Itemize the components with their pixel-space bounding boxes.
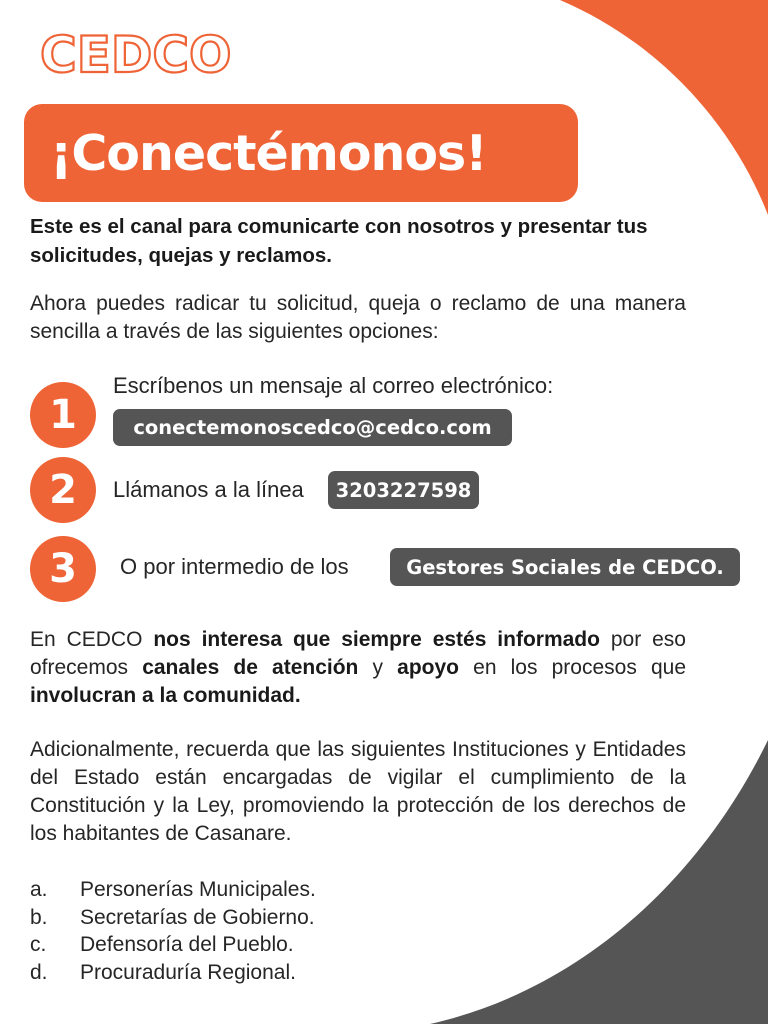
- intro-text: Este es el canal para comunicarte con nosotros y presentar tus solicitudes, quejas y reclamos.: [30, 215, 648, 267]
- email-link[interactable]: conectemonoscedco@cedco.com: [113, 409, 512, 446]
- orange-corner-arc: [560, 0, 768, 215]
- info-text-1: En CEDCO: [30, 628, 154, 651]
- svg-text:CEDCO: CEDCO: [40, 26, 232, 82]
- title-banner: [24, 104, 578, 202]
- info-text-2: por eso ofrecemos: [30, 628, 686, 679]
- social-managers-badge: Gestores Sociales de CEDCO.: [390, 548, 740, 586]
- step-3-text: O por intermedio de los: [120, 554, 349, 579]
- step-number-1: 1: [30, 382, 96, 448]
- info-bold-3: apoyo: [397, 656, 459, 679]
- list-item: [30, 904, 316, 932]
- list-item-label: Procuraduría Regional.: [80, 960, 296, 984]
- info-bold-4: involucran a la comunidad.: [30, 684, 301, 707]
- cedco-logo: [38, 24, 242, 82]
- info-text-3: y: [358, 656, 398, 679]
- list-item: [30, 876, 316, 904]
- step-number-2: 2: [30, 457, 96, 523]
- options-paragraph: Ahora puedes radicar tu solicitud, queja o reclamo de una manera sencilla a través de las siguientes opciones:: [30, 292, 686, 343]
- list-marker: c.: [30, 933, 47, 956]
- phone-link[interactable]: 3203227598: [328, 471, 479, 509]
- list-item: [30, 931, 316, 959]
- list-marker: b.: [30, 905, 48, 929]
- step-2-text: Llámanos a la línea: [113, 477, 304, 502]
- step-number-3: 3: [30, 536, 96, 602]
- step-1-text: Escríbenos un mensaje al correo electrónico:: [113, 373, 554, 398]
- page-title: ¡Conectémonos!: [50, 124, 487, 182]
- institutions-paragraph: Adicionalmente, recuerda que las siguientes Instituciones y Entidades del Estado están encargadas de vigilar el cumplimiento de la Constitución y la Ley, promoviendo la protección de los derechos de los habitantes de Casanare.: [30, 738, 686, 845]
- list-marker: d.: [30, 960, 48, 984]
- information-paragraph: [30, 626, 686, 710]
- institutions-list: [30, 876, 316, 986]
- list-item-label: Defensoría del Pueblo.: [80, 933, 294, 956]
- list-item: [30, 959, 316, 987]
- list-item-label: Secretarías de Gobierno.: [80, 905, 315, 929]
- info-bold-2: canales de atención: [142, 656, 359, 679]
- info-text-4: en los procesos que: [459, 656, 686, 679]
- list-marker: a.: [30, 878, 48, 901]
- info-bold-1: nos interesa que siempre estés informado: [153, 628, 600, 651]
- list-item-label: Personerías Municipales.: [80, 878, 316, 901]
